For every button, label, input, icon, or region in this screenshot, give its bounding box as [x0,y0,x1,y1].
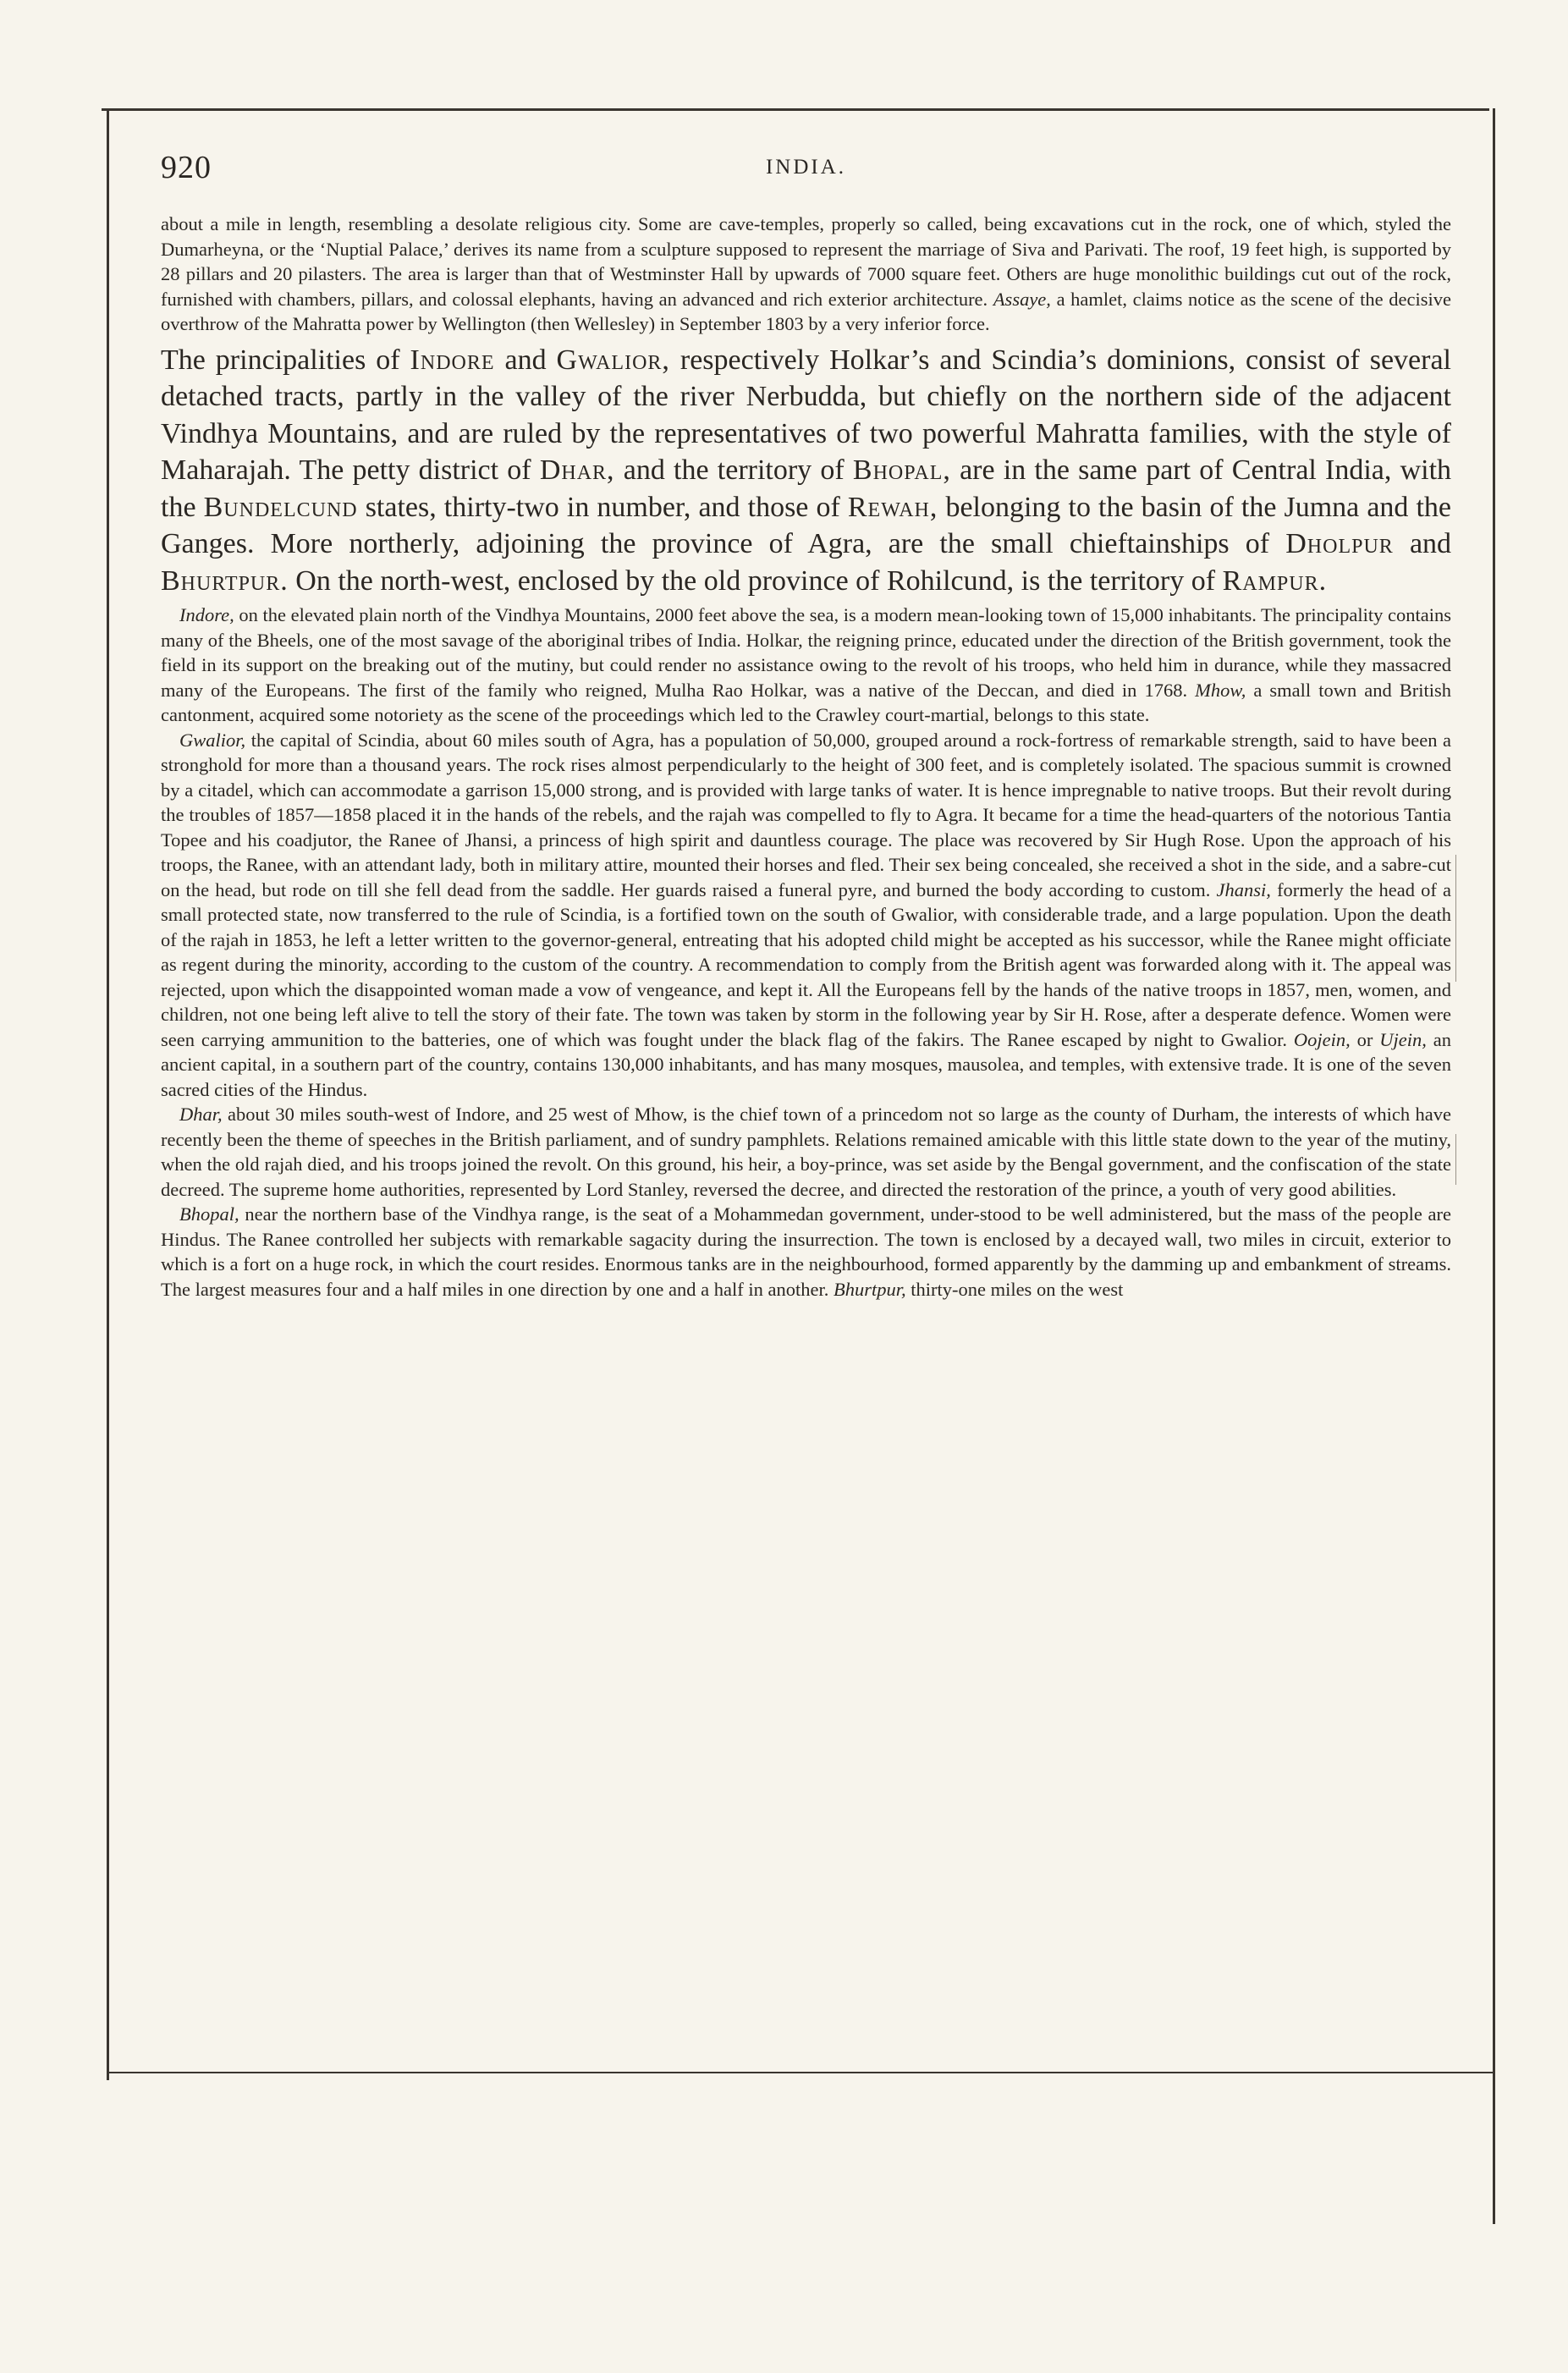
place-name-dhar-entry: Dhar, [179,1104,223,1125]
place-name-bhurtpur-entry: Bhurtpur, [833,1278,906,1300]
page-frame-left-rule [107,108,109,2080]
paragraph-text: about a mile in length, resembling a desolate religious city. Some are cave-temples, properly so called, being excavations cut in the rock, one of which, styled the Dumarheyna, or the ‘Nuptial Palace,’ derives its name from a sculpture supposed to represent the marriage of Siva and Parivati. The roof, 19 feet high, is supported by 28 pillars and 20 pilasters. The area is larger than that of Westminster Hall by upwards of 7000 square feet. Others are huge monolithic buildings cut out of the rock, furnished with chambers, pillars, and colossal elephants, having an advanced and rich exterior architecture. [161,213,1451,310]
place-name-bhurtpur: Bhurtpur. [161,564,289,597]
paragraph-text: and [1409,528,1452,559]
place-name-dholpur: Dholpur [1285,528,1394,559]
paragraph-text: respectively Holkar’s and Scindia’s dominions, consist of several detached tracts, partly in the valley of the river Nerbudda, but chiefly on the northern side of the adjacent Vindhya Mountains, and are ruled by the representatives of two powerful Mahratta families, with the style of Maharajah. The petty district of [161,344,1452,486]
margin-mark [1455,1134,1456,1185]
place-name-ujein: Ujein, [1379,1028,1427,1050]
paragraph-text: The principalities of [161,344,400,376]
place-name-mhow: Mhow, [1195,679,1246,701]
place-name-gwalior-entry: Gwalior, [179,729,246,751]
book-page [161,149,1451,1302]
place-name-bhopal: Bhopal, [852,454,951,486]
dhar-paragraph [161,1102,1451,1202]
gwalior-paragraph [161,728,1451,1103]
paragraph-text: about 30 miles south-west of Indore, and 25 west of Mhow, is the chief town of a princedom not so large as the county of Durham, the interests of which have recently been the theme of speeches in the British parliament, and of sundry pamphlets. Relations remained amicable with this little state down to the year of the mutiny, when the old rajah died, and his troops joined the revolt. On this ground, his heir, a boy-prince, was set aside by the Bengal government, and the confiscation of the state decreed. The supreme home authorities, represented by Lord Stanley, reversed the decree, and directed the restoration of the prince, a youth of very good abilities. [161,1104,1452,1200]
place-name-oojein: Oojein, [1293,1028,1351,1050]
margin-mark [1455,855,1456,982]
paragraph-text: are in the same part of Central India, with the [161,454,1452,523]
page-frame-right-rule [1493,108,1495,2224]
place-name-rewah: Rewah, [847,491,938,523]
running-title: INDIA. [765,156,847,179]
place-name-rampur: Rampur. [1222,564,1328,597]
paragraph-text: a small town and British cantonment, acquired some notoriety as the scene of the proceedings which led to the Crawley court-martial, belongs to this state. [161,679,1452,725]
place-name-indore: Indore [410,344,495,376]
paragraph-text: states, thirty-two in number, and those of [365,491,840,523]
paragraph-text: On the north-west, enclosed by the old province of Rohilcund, is the territory of [295,564,1216,597]
place-name-jhansi: Jhansi, [1216,878,1271,900]
paragraph-text: the capital of Scindia, about 60 miles south of Agra, has a population of 50,000, grouped around a rock-fortress of remarkable strength, said to have been a stronghold for more than a thousand years. The rock rises almost perpendicularly to the height of 300 feet, and is completely isolated. The spacious summit is crowned by a citadel, which can accommodate a garrison 15,000 strong, and is provided with large tanks of water. It is hence impregnable to native troops. But their revolt during the troubles of 1857—1858 placed it in the hands of the rebels, and the rajah was compelled to fly to Agra. It became for a time the head-quarters of the notorious Tantia Topee and his coadjutor, the Ranee of Jhansi, a princess of high spirit and dauntless courage. The place was recovered by Sir Hugh Rose. Upon the approach of his troops, the Ranee, with an attendant lady, both in military attire, mounted their horses and fled. Their sex being concealed, she received a shot in the side, and a sabre-cut on the head, but rode on till she fell dead from the saddle. Her guards raised a funeral pyre, and burned the body according to custom. [161,729,1451,900]
place-name-indore-entry: Indore, [179,604,234,625]
paragraph-text: and the territory of [623,454,845,486]
paragraph-text: thirty-one miles on the west [911,1278,1124,1300]
paragraph-text: on the elevated plain north of the Vindhya Mountains, 2000 feet above the sea, is a modern mean-looking town of 15,000 inhabitants. The principality contains many of the Bheels, one of the most savage of the aboriginal tribes of India. Holkar, the reigning prince, educated under the direction of the British government, took the field in its support on the breaking out of the mutiny, but could render no assistance owing to the revolt of his troops, who held him in durance, while they massacred many of the Europeans. The first of the family who reigned, Mulha Rao Holkar, was a native of the Deccan, and died in 1768. [161,604,1451,701]
paragraph-text: near the northern base of the Vindhya range, is the seat of a Mohammedan government, under-stood to be well administered, but the mass of the people are Hindus. The Ranee controlled her subjects with remarkable sagacity during the insurrection. The town is enclosed by a decayed wall, two miles in circuit, exterior to which is a fort on a huge rock, in which the court resides. Enormous tanks are in the neighbourhood, formed apparently by the damming up and embankment of streams. The largest measures four and a half miles in one direction by one and a half in another. [161,1203,1452,1300]
paragraph-text: an ancient capital, in a southern part of the country, contains 130,000 inhabitants, and has many mosques, mausolea, and temples, with extensive trade. It is one of the seven sacred cities of the Hindus. [161,1028,1452,1100]
place-name-assaye: Assaye, [993,288,1051,310]
page-number: 920 [161,150,212,185]
opening-paragraph [161,212,1451,337]
place-name-gwalior: Gwalior, [556,344,670,376]
page-frame-top-rule [102,108,1489,111]
paragraph-text: a hamlet, claims notice as the scene of the decisive overthrow of the Mahratta power by Wellington (then Wellesley) in September 1803 by a very inferior force. [161,288,1451,334]
principalities-paragraph [161,342,1451,600]
page-header [161,149,1451,196]
place-name-dhar: Dhar, [539,454,615,486]
paragraph-text: and [504,344,547,376]
place-name-bundelcund: Bundelcund [203,491,358,523]
page-frame-bottom-rule [107,2072,1494,2073]
paragraph-text: formerly the head of a small protected state, now transferred to the rule of Scindia, is a fortified town on the south of Gwalior, with considerable trade, and a large population. Upon the death of the rajah in 1853, he left a letter written to the governor-general, entreating that his adopted child might be accepted as his successor, while the Ranee might officiate as regent during the minority, according to the custom of the country. A recommendation to comply from the British agent was forwarded along with it. The appeal was rejected, upon which the disappointed woman made a vow of vengeance, and kept it. All the Europeans fell by the hands of the native troops in 1857, men, women, and children, not one being left alive to tell the story of their fate. The town was taken by storm in the following year by Sir H. Rose, after a desperate defence. Women were seen carrying ammunition to the batteries, one of which was fought under the black flag of the fakirs. The Ranee escaped by night to Gwalior. [161,878,1451,1050]
bhopal-paragraph [161,1202,1451,1302]
indore-paragraph [161,603,1451,728]
place-name-bhopal-entry: Bhopal, [179,1203,239,1225]
paragraph-text: or [1356,1028,1373,1050]
paragraph-text: belonging to the basin of the Jumna and the Ganges. More northerly, adjoining the province of Agra, are the small chieftainships of [161,491,1452,559]
